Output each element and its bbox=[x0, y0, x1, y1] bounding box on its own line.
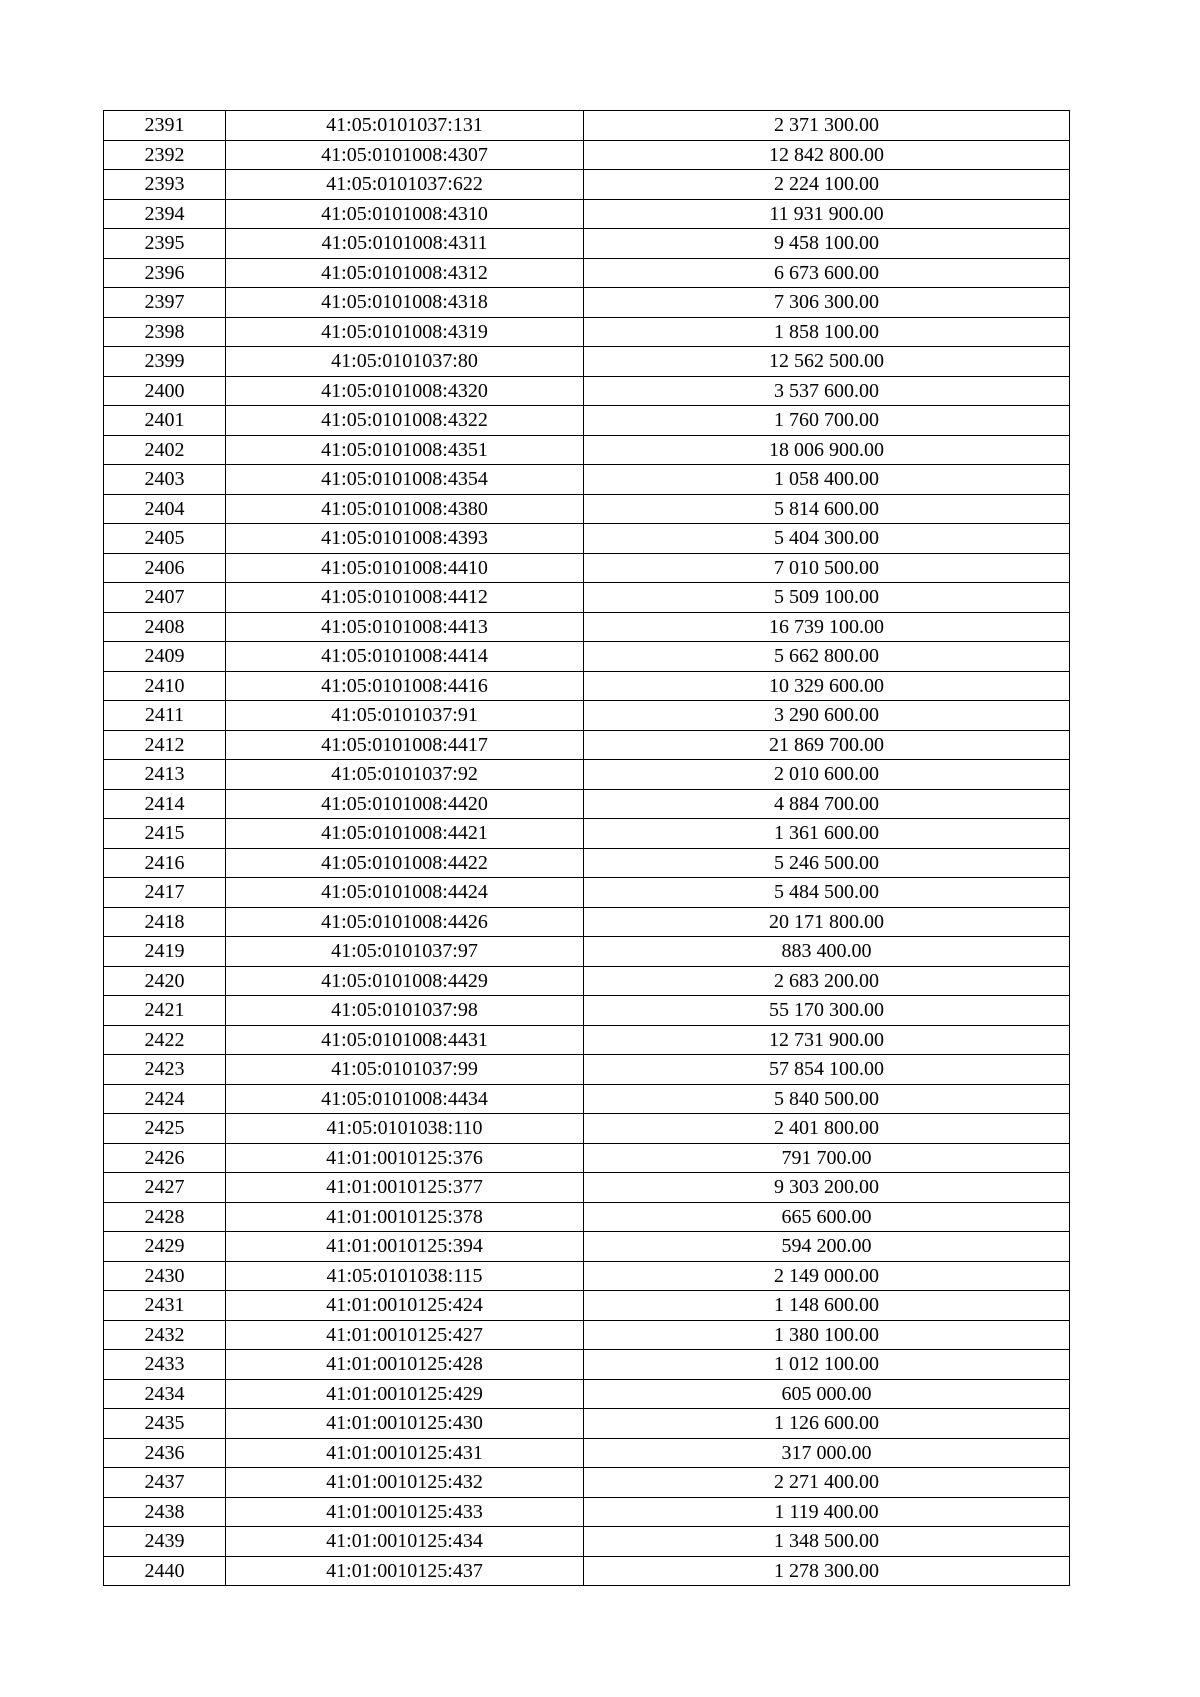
table-row bbox=[104, 229, 1070, 259]
row-number-cell: 2401 bbox=[104, 406, 226, 436]
row-number-cell: 2396 bbox=[104, 258, 226, 288]
row-number-cell: 2426 bbox=[104, 1143, 226, 1173]
row-number-cell: 2398 bbox=[104, 317, 226, 347]
table-row bbox=[104, 1438, 1070, 1468]
table-body bbox=[104, 111, 1070, 1586]
cadastral-value-cell: 2 683 200.00 bbox=[584, 966, 1070, 996]
cadastral-value-cell: 1 361 600.00 bbox=[584, 819, 1070, 849]
row-number-cell: 2391 bbox=[104, 111, 226, 141]
cadastral-number-cell: 41:01:0010125:377 bbox=[226, 1173, 584, 1203]
cadastral-value-cell: 9 458 100.00 bbox=[584, 229, 1070, 259]
table-row bbox=[104, 1114, 1070, 1144]
cadastral-value-cell: 317 000.00 bbox=[584, 1438, 1070, 1468]
table-row bbox=[104, 996, 1070, 1026]
cadastral-value-cell: 2 271 400.00 bbox=[584, 1468, 1070, 1498]
row-number-cell: 2434 bbox=[104, 1379, 226, 1409]
cadastral-value-cell: 1 348 500.00 bbox=[584, 1527, 1070, 1557]
cadastral-number-cell: 41:05:0101037:131 bbox=[226, 111, 584, 141]
cadastral-value-cell: 1 126 600.00 bbox=[584, 1409, 1070, 1439]
cadastral-value-cell: 2 149 000.00 bbox=[584, 1261, 1070, 1291]
cadastral-number-cell: 41:05:0101008:4311 bbox=[226, 229, 584, 259]
cadastral-number-cell: 41:05:0101008:4414 bbox=[226, 642, 584, 672]
table-row bbox=[104, 258, 1070, 288]
cadastral-number-cell: 41:05:0101008:4434 bbox=[226, 1084, 584, 1114]
cadastral-number-cell: 41:01:0010125:431 bbox=[226, 1438, 584, 1468]
cadastral-value-cell: 1 058 400.00 bbox=[584, 465, 1070, 495]
table-row bbox=[104, 848, 1070, 878]
table-row bbox=[104, 524, 1070, 554]
cadastral-number-cell: 41:01:0010125:429 bbox=[226, 1379, 584, 1409]
row-number-cell: 2410 bbox=[104, 671, 226, 701]
row-number-cell: 2433 bbox=[104, 1350, 226, 1380]
table-row bbox=[104, 966, 1070, 996]
cadastral-number-cell: 41:05:0101037:91 bbox=[226, 701, 584, 731]
table-row bbox=[104, 170, 1070, 200]
row-number-cell: 2428 bbox=[104, 1202, 226, 1232]
row-number-cell: 2411 bbox=[104, 701, 226, 731]
cadastral-value-cell: 7 010 500.00 bbox=[584, 553, 1070, 583]
row-number-cell: 2422 bbox=[104, 1025, 226, 1055]
cadastral-value-cell: 21 869 700.00 bbox=[584, 730, 1070, 760]
cadastral-value-cell: 5 404 300.00 bbox=[584, 524, 1070, 554]
cadastral-number-cell: 41:05:0101008:4318 bbox=[226, 288, 584, 318]
cadastral-value-cell: 1 380 100.00 bbox=[584, 1320, 1070, 1350]
cadastral-number-cell: 41:05:0101008:4307 bbox=[226, 140, 584, 170]
table-row bbox=[104, 494, 1070, 524]
row-number-cell: 2400 bbox=[104, 376, 226, 406]
table-row bbox=[104, 701, 1070, 731]
row-number-cell: 2413 bbox=[104, 760, 226, 790]
cadastral-number-cell: 41:05:0101008:4320 bbox=[226, 376, 584, 406]
table-row bbox=[104, 878, 1070, 908]
table-row bbox=[104, 612, 1070, 642]
cadastral-value-cell: 5 484 500.00 bbox=[584, 878, 1070, 908]
cadastral-value-cell: 1 278 300.00 bbox=[584, 1556, 1070, 1586]
cadastral-number-cell: 41:05:0101008:4380 bbox=[226, 494, 584, 524]
table-row bbox=[104, 1232, 1070, 1262]
cadastral-number-cell: 41:05:0101008:4413 bbox=[226, 612, 584, 642]
row-number-cell: 2405 bbox=[104, 524, 226, 554]
row-number-cell: 2432 bbox=[104, 1320, 226, 1350]
cadastral-number-cell: 41:05:0101008:4417 bbox=[226, 730, 584, 760]
cadastral-value-cell: 12 562 500.00 bbox=[584, 347, 1070, 377]
table-row bbox=[104, 435, 1070, 465]
cadastral-value-cell: 18 006 900.00 bbox=[584, 435, 1070, 465]
cadastral-value-cell: 55 170 300.00 bbox=[584, 996, 1070, 1026]
cadastral-value-cell: 594 200.00 bbox=[584, 1232, 1070, 1262]
row-number-cell: 2394 bbox=[104, 199, 226, 229]
cadastral-value-cell: 12 731 900.00 bbox=[584, 1025, 1070, 1055]
row-number-cell: 2420 bbox=[104, 966, 226, 996]
cadastral-value-cell: 12 842 800.00 bbox=[584, 140, 1070, 170]
cadastral-value-cell: 5 509 100.00 bbox=[584, 583, 1070, 613]
table-row bbox=[104, 1055, 1070, 1085]
row-number-cell: 2415 bbox=[104, 819, 226, 849]
table-row bbox=[104, 376, 1070, 406]
cadastral-number-cell: 41:05:0101008:4393 bbox=[226, 524, 584, 554]
cadastral-number-cell: 41:01:0010125:424 bbox=[226, 1291, 584, 1321]
cadastral-number-cell: 41:05:0101008:4354 bbox=[226, 465, 584, 495]
table-row bbox=[104, 760, 1070, 790]
cadastral-value-table bbox=[103, 110, 1070, 1586]
cadastral-number-cell: 41:01:0010125:394 bbox=[226, 1232, 584, 1262]
table-row bbox=[104, 671, 1070, 701]
table-row bbox=[104, 465, 1070, 495]
cadastral-value-cell: 20 171 800.00 bbox=[584, 907, 1070, 937]
cadastral-value-cell: 2 224 100.00 bbox=[584, 170, 1070, 200]
cadastral-value-cell: 1 760 700.00 bbox=[584, 406, 1070, 436]
table-row bbox=[104, 1202, 1070, 1232]
cadastral-number-cell: 41:05:0101008:4431 bbox=[226, 1025, 584, 1055]
table-row bbox=[104, 1350, 1070, 1380]
cadastral-value-cell: 7 306 300.00 bbox=[584, 288, 1070, 318]
cadastral-number-cell: 41:05:0101037:80 bbox=[226, 347, 584, 377]
row-number-cell: 2392 bbox=[104, 140, 226, 170]
cadastral-value-cell: 883 400.00 bbox=[584, 937, 1070, 967]
row-number-cell: 2429 bbox=[104, 1232, 226, 1262]
table-row bbox=[104, 1173, 1070, 1203]
cadastral-number-cell: 41:05:0101008:4424 bbox=[226, 878, 584, 908]
row-number-cell: 2431 bbox=[104, 1291, 226, 1321]
row-number-cell: 2439 bbox=[104, 1527, 226, 1557]
row-number-cell: 2412 bbox=[104, 730, 226, 760]
cadastral-number-cell: 41:05:0101037:622 bbox=[226, 170, 584, 200]
cadastral-value-cell: 57 854 100.00 bbox=[584, 1055, 1070, 1085]
row-number-cell: 2404 bbox=[104, 494, 226, 524]
row-number-cell: 2399 bbox=[104, 347, 226, 377]
row-number-cell: 2427 bbox=[104, 1173, 226, 1203]
cadastral-number-cell: 41:05:0101008:4410 bbox=[226, 553, 584, 583]
cadastral-number-cell: 41:01:0010125:430 bbox=[226, 1409, 584, 1439]
cadastral-number-cell: 41:05:0101008:4420 bbox=[226, 789, 584, 819]
row-number-cell: 2424 bbox=[104, 1084, 226, 1114]
cadastral-number-cell: 41:01:0010125:376 bbox=[226, 1143, 584, 1173]
cadastral-number-cell: 41:01:0010125:434 bbox=[226, 1527, 584, 1557]
cadastral-number-cell: 41:05:0101008:4312 bbox=[226, 258, 584, 288]
row-number-cell: 2425 bbox=[104, 1114, 226, 1144]
table-row bbox=[104, 1468, 1070, 1498]
cadastral-number-cell: 41:01:0010125:428 bbox=[226, 1350, 584, 1380]
cadastral-value-cell: 5 840 500.00 bbox=[584, 1084, 1070, 1114]
cadastral-value-cell: 2 010 600.00 bbox=[584, 760, 1070, 790]
table-row bbox=[104, 789, 1070, 819]
table-row bbox=[104, 140, 1070, 170]
cadastral-number-cell: 41:05:0101008:4310 bbox=[226, 199, 584, 229]
cadastral-value-cell: 3 290 600.00 bbox=[584, 701, 1070, 731]
row-number-cell: 2438 bbox=[104, 1497, 226, 1527]
table-row bbox=[104, 1497, 1070, 1527]
cadastral-value-cell: 6 673 600.00 bbox=[584, 258, 1070, 288]
row-number-cell: 2435 bbox=[104, 1409, 226, 1439]
table-row bbox=[104, 1025, 1070, 1055]
table-row bbox=[104, 642, 1070, 672]
table-row bbox=[104, 553, 1070, 583]
row-number-cell: 2414 bbox=[104, 789, 226, 819]
row-number-cell: 2395 bbox=[104, 229, 226, 259]
table-row bbox=[104, 1084, 1070, 1114]
table-row bbox=[104, 730, 1070, 760]
cadastral-number-cell: 41:05:0101038:110 bbox=[226, 1114, 584, 1144]
cadastral-number-cell: 41:05:0101037:99 bbox=[226, 1055, 584, 1085]
cadastral-value-cell: 1 858 100.00 bbox=[584, 317, 1070, 347]
row-number-cell: 2430 bbox=[104, 1261, 226, 1291]
cadastral-number-cell: 41:05:0101037:92 bbox=[226, 760, 584, 790]
cadastral-value-cell: 2 401 800.00 bbox=[584, 1114, 1070, 1144]
cadastral-number-cell: 41:05:0101038:115 bbox=[226, 1261, 584, 1291]
cadastral-number-cell: 41:05:0101008:4351 bbox=[226, 435, 584, 465]
row-number-cell: 2418 bbox=[104, 907, 226, 937]
row-number-cell: 2437 bbox=[104, 1468, 226, 1498]
row-number-cell: 2403 bbox=[104, 465, 226, 495]
cadastral-number-cell: 41:05:0101008:4319 bbox=[226, 317, 584, 347]
row-number-cell: 2421 bbox=[104, 996, 226, 1026]
cadastral-value-cell: 5 814 600.00 bbox=[584, 494, 1070, 524]
row-number-cell: 2402 bbox=[104, 435, 226, 465]
cadastral-number-cell: 41:05:0101008:4421 bbox=[226, 819, 584, 849]
cadastral-value-cell: 4 884 700.00 bbox=[584, 789, 1070, 819]
cadastral-number-cell: 41:01:0010125:427 bbox=[226, 1320, 584, 1350]
table-row bbox=[104, 1261, 1070, 1291]
cadastral-number-cell: 41:05:0101008:4322 bbox=[226, 406, 584, 436]
row-number-cell: 2397 bbox=[104, 288, 226, 318]
table-row bbox=[104, 907, 1070, 937]
cadastral-value-cell: 1 119 400.00 bbox=[584, 1497, 1070, 1527]
table-row bbox=[104, 1143, 1070, 1173]
table-row bbox=[104, 583, 1070, 613]
cadastral-number-cell: 41:05:0101008:4412 bbox=[226, 583, 584, 613]
cadastral-number-cell: 41:01:0010125:437 bbox=[226, 1556, 584, 1586]
row-number-cell: 2423 bbox=[104, 1055, 226, 1085]
cadastral-value-cell: 2 371 300.00 bbox=[584, 111, 1070, 141]
row-number-cell: 2416 bbox=[104, 848, 226, 878]
row-number-cell: 2419 bbox=[104, 937, 226, 967]
table-row bbox=[104, 1556, 1070, 1586]
cadastral-number-cell: 41:05:0101008:4416 bbox=[226, 671, 584, 701]
cadastral-number-cell: 41:05:0101037:97 bbox=[226, 937, 584, 967]
table-row bbox=[104, 1527, 1070, 1557]
cadastral-value-cell: 1 148 600.00 bbox=[584, 1291, 1070, 1321]
table-row bbox=[104, 819, 1070, 849]
row-number-cell: 2417 bbox=[104, 878, 226, 908]
cadastral-value-cell: 11 931 900.00 bbox=[584, 199, 1070, 229]
cadastral-number-cell: 41:01:0010125:378 bbox=[226, 1202, 584, 1232]
cadastral-number-cell: 41:05:0101008:4426 bbox=[226, 907, 584, 937]
cadastral-number-cell: 41:05:0101037:98 bbox=[226, 996, 584, 1026]
row-number-cell: 2408 bbox=[104, 612, 226, 642]
cadastral-value-cell: 1 012 100.00 bbox=[584, 1350, 1070, 1380]
table-row bbox=[104, 406, 1070, 436]
row-number-cell: 2440 bbox=[104, 1556, 226, 1586]
table-row bbox=[104, 1409, 1070, 1439]
row-number-cell: 2436 bbox=[104, 1438, 226, 1468]
cadastral-value-cell: 3 537 600.00 bbox=[584, 376, 1070, 406]
table-row bbox=[104, 1379, 1070, 1409]
table-row bbox=[104, 288, 1070, 318]
table-row bbox=[104, 199, 1070, 229]
cadastral-number-cell: 41:05:0101008:4422 bbox=[226, 848, 584, 878]
table-row bbox=[104, 937, 1070, 967]
cadastral-value-cell: 791 700.00 bbox=[584, 1143, 1070, 1173]
cadastral-number-cell: 41:01:0010125:432 bbox=[226, 1468, 584, 1498]
table-row bbox=[104, 1291, 1070, 1321]
table-row bbox=[104, 317, 1070, 347]
row-number-cell: 2406 bbox=[104, 553, 226, 583]
table-row bbox=[104, 347, 1070, 377]
cadastral-value-cell: 9 303 200.00 bbox=[584, 1173, 1070, 1203]
table-row bbox=[104, 111, 1070, 141]
cadastral-number-cell: 41:05:0101008:4429 bbox=[226, 966, 584, 996]
table-row bbox=[104, 1320, 1070, 1350]
cadastral-value-cell: 605 000.00 bbox=[584, 1379, 1070, 1409]
row-number-cell: 2393 bbox=[104, 170, 226, 200]
cadastral-value-cell: 665 600.00 bbox=[584, 1202, 1070, 1232]
row-number-cell: 2409 bbox=[104, 642, 226, 672]
cadastral-value-cell: 16 739 100.00 bbox=[584, 612, 1070, 642]
cadastral-value-cell: 5 662 800.00 bbox=[584, 642, 1070, 672]
row-number-cell: 2407 bbox=[104, 583, 226, 613]
cadastral-value-cell: 10 329 600.00 bbox=[584, 671, 1070, 701]
cadastral-value-cell: 5 246 500.00 bbox=[584, 848, 1070, 878]
cadastral-number-cell: 41:01:0010125:433 bbox=[226, 1497, 584, 1527]
